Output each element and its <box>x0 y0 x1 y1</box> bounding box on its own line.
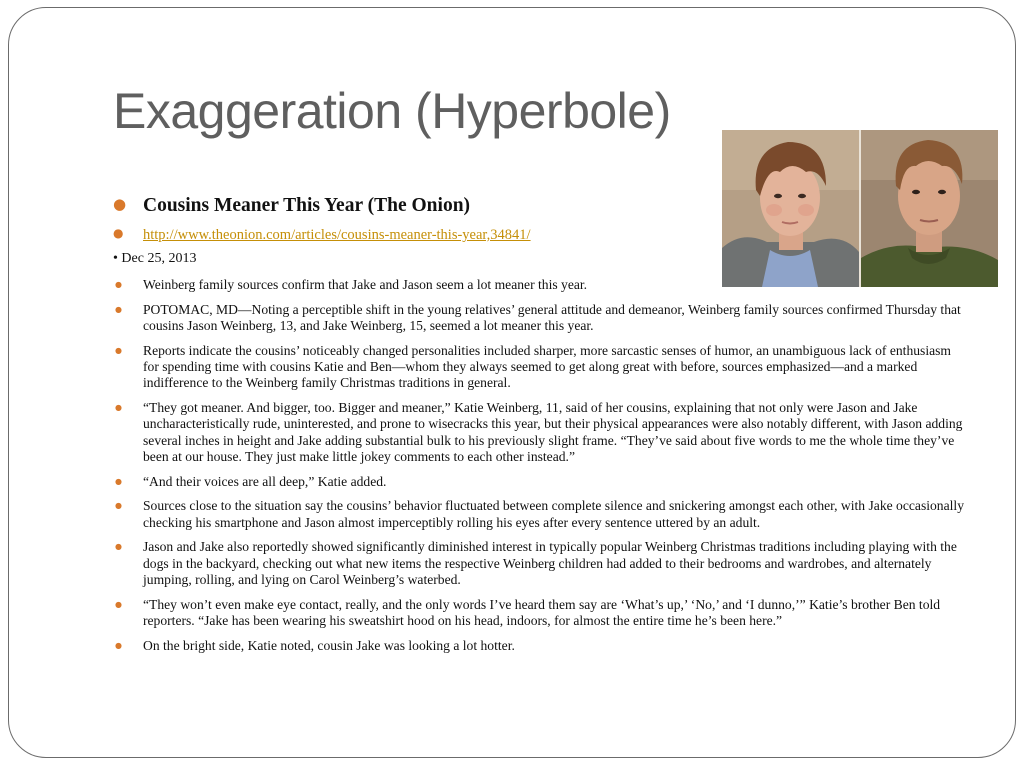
list-item: ● On the bright side, Katie noted, cousin Jake was looking a lot hotter. <box>113 638 965 654</box>
article-body-list <box>113 277 965 662</box>
list-item: ● POTOMAC, MD—Noting a perceptible shift in the young relatives’ general attitude and demeanor, Weinberg family sources confirmed Thursday that cousins Jason Weinberg, 13, and Jake Weinberg, 15, seemed a lot meaner this year. <box>113 302 965 335</box>
list-item: ● “They won’t even make eye contact, really, and the only words I’ve heard them say are ‘What’s up,’ ‘No,’ and ‘I dunno,’” Katie’s brother Ben told reporters. “Jake has been wearing his sweatshirt hood on his head, indoors, for almost the entire time he’s been here.” <box>113 597 965 630</box>
bullet-icon: ● <box>113 226 124 240</box>
article-heading: Cousins Meaner This Year (The Onion) <box>143 195 471 216</box>
list-item: ● Weinberg family sources confirm that Jake and Jason seem a lot meaner this year. <box>113 277 965 293</box>
cousins-photo <box>722 130 998 287</box>
heading-bullet <box>113 195 470 217</box>
article-date: • Dec 25, 2013 <box>113 251 197 266</box>
slide-title: Exaggeration (Hyperbole) <box>113 83 671 139</box>
article-link[interactable]: http://www.theonion.com/articles/cousins-meaner-this-year,34841/ <box>143 227 531 243</box>
list-item: ● Sources close to the situation say the cousins’ behavior fluctuated between complete silence and snickering amongst each other, with Jake occasionally checking his smartphone and Jason almost imperceptibly rolling his eyes after every sentence uttered by an adult. <box>113 498 965 531</box>
list-item: ● Reports indicate the cousins’ noticeably changed personalities included sharper, more sarcastic senses of humor, an unambiguous lack of enthusiasm for spending time with cousins Katie and Ben—whom they always seemed to get along great with before, sources emphasized—and a marked indifference to the Weinberg family Christmas traditions in general. <box>113 343 965 392</box>
link-bullet <box>113 227 531 244</box>
list-item: ● “They got meaner. And bigger, too. Bigger and meaner,” Katie Weinberg, 11, said of her cousins, explaining that not only were Jason and Jake uncharacteristically rude, uninterested, and prone to wisecracks this year, but their physical appearances were also notably different, with Jason adding several inches in height and Jake adding substantial bulk to his previously slight frame. “They’ve said about five words to me the whole time they’ve been at our house. They just make little jokey comments to each other instead.” <box>113 400 965 466</box>
list-item: ● “And their voices are all deep,” Katie added. <box>113 474 965 490</box>
list-item: ● Jason and Jake also reportedly showed significantly diminished interest in typically popular Weinberg Christmas traditions including playing with the dogs in the backyard, checking out what new items the respective Weinberg children had added to their bedrooms and wardrobes, and alternately jumping, rolling, and lying on Carol Weinberg’s waterbed. <box>113 539 965 588</box>
bullet-icon: ● <box>113 195 127 213</box>
